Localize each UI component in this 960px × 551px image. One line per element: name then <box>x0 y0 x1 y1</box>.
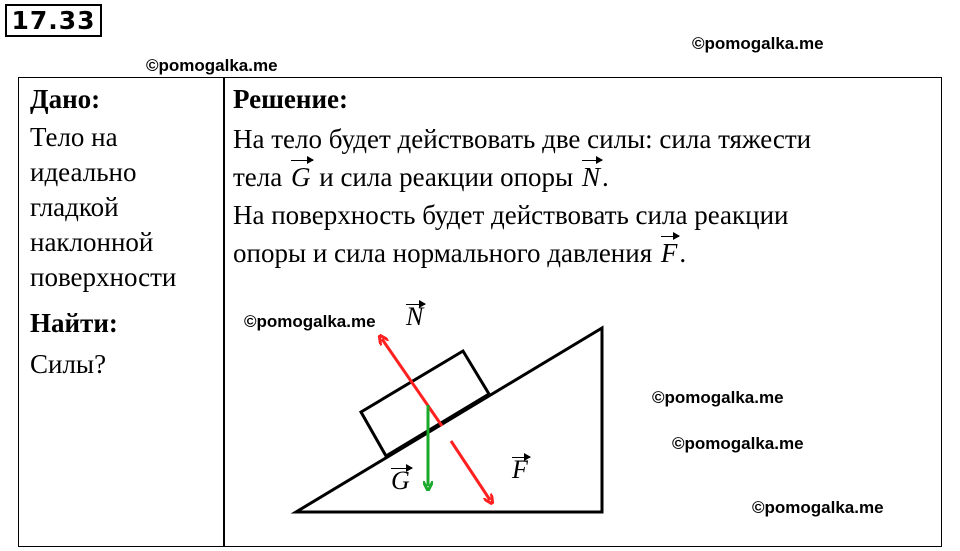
watermark: ©pomogalka.me <box>692 34 824 53</box>
solution-line: На поверхность будет действовать сила реакции <box>233 200 789 230</box>
pressure-force-label: F <box>512 455 528 484</box>
find-text: Силы? <box>30 349 107 379</box>
given-heading: Дано: <box>30 84 101 114</box>
given-line: поверхности <box>30 262 177 292</box>
given-line: Тело на <box>30 122 118 152</box>
gravity-force-label: G <box>391 466 410 495</box>
given-line: идеально <box>30 157 137 187</box>
given-line: наклонной <box>30 227 154 257</box>
watermark: ©pomogalka.me <box>146 56 278 75</box>
normal-force-label: N <box>406 302 424 331</box>
pressure-force-arrow <box>451 441 490 500</box>
solution-line: тела G и сила реакции опоры N. <box>233 158 811 196</box>
solution-line: опоры и сила нормального давления F. <box>233 234 811 272</box>
gravity-vector-symbol: G <box>289 158 313 196</box>
watermark: ©pomogalka.me <box>672 434 804 453</box>
given-line: гладкой <box>30 192 119 222</box>
normal-vector-symbol: N <box>580 158 602 196</box>
problem-number: 17.33 <box>5 4 102 37</box>
inclined-plane <box>296 328 602 512</box>
watermark: ©pomogalka.me <box>752 498 884 517</box>
watermark: ©pomogalka.me <box>244 312 376 331</box>
pressure-vector-symbol: F <box>659 234 680 272</box>
watermark: ©pomogalka.me <box>652 388 784 407</box>
solution-line: На тело будет действовать две силы: сила тяжести <box>233 124 812 154</box>
solution-heading: Решение: <box>233 84 348 114</box>
find-heading: Найти: <box>30 308 118 338</box>
